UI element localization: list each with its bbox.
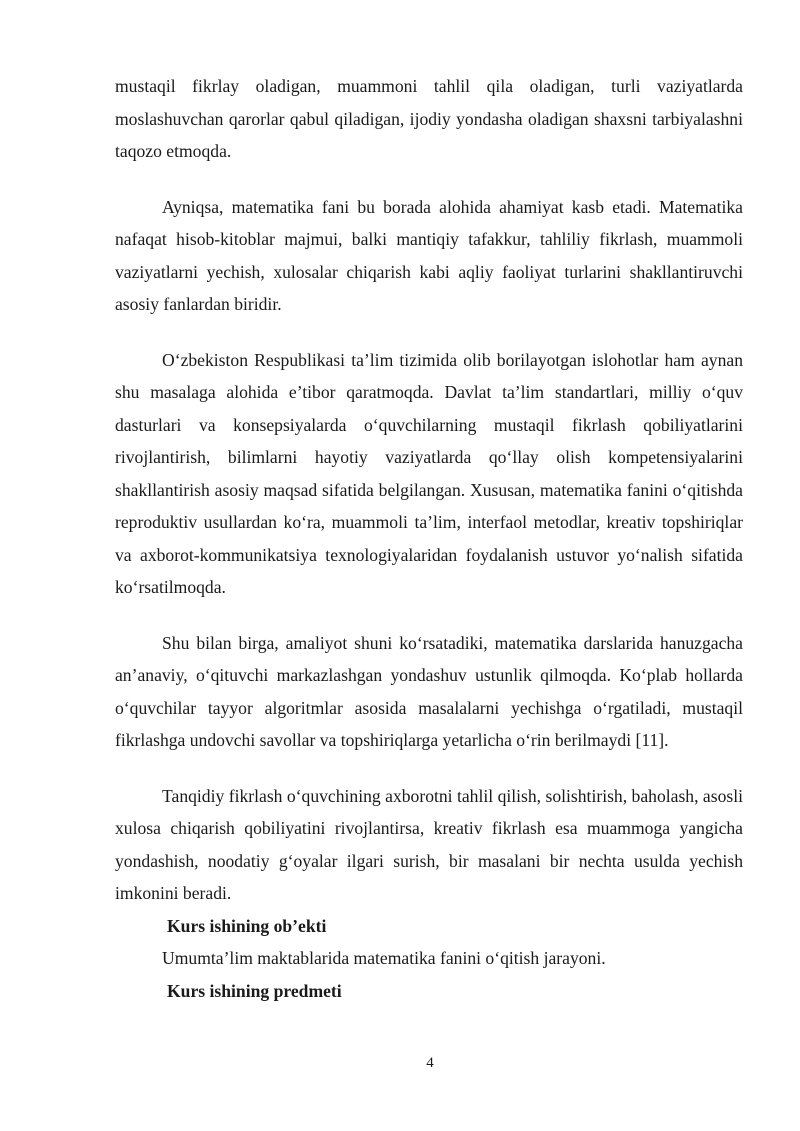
- paragraph-practice-observation: Shu bilan birga, amaliyot shuni ko‘rsatadiki, matematika darslarida hanuzgacha an’anaviy, o‘qituvchi markazlashgan yondashuv ustunlik qilmoqda. Ko‘plab hollarda o‘quvchilar tayyor algoritmlar asosida masalalarni yechishga o‘rgatiladi, mustaqil fikrlashga undovchi savollar va topshiriqlarga yetarlicha o‘rin berilmaydi [11].: [115, 632, 743, 750]
- page-number: 4: [426, 1055, 434, 1071]
- subject-heading: Kurs ishining predmeti: [167, 980, 342, 1001]
- document-page: [115, 70, 743, 1007]
- paragraph-mathematics-importance: Ayniqsa, matematika fani bu borada alohida ahamiyat kasb etadi. Matematika nafaqat hisob-kitoblar majmui, balki mantiqiy tafakkur, tahliliy fikrlash, muammoli vaziyatlarni yechish, xulosalar chiqarish kabi aqliy faoliyat turlarini shakllantiruvchi asosiy fanlardan biridir.: [115, 196, 743, 314]
- paragraph-continuation: mustaqil fikrlay oladigan, muammoni tahlil qila oladigan, turli vaziyatlarda moslashuvchan qarorlar qabul qiladigan, ijodiy yondasha oladigan shaxsni tarbiyalashni taqozo etmoqda.: [115, 76, 743, 161]
- object-text: Umumta’lim maktablarida matematika fanini o‘qitish jarayoni.: [162, 948, 606, 968]
- object-heading: Kurs ishining ob’ekti: [167, 915, 327, 936]
- paragraph-education-reforms: O‘zbekiston Respublikasi ta’lim tizimida olib borilayotgan islohotlar ham aynan shu masalaga alohida e’tibor qaratmoqda. Davlat ta’lim standartlari, milliy o‘quv dasturlari va konsepsiyalarda o‘quvchilarning mustaqil fikrlash qobiliyatlarini rivojlantirish, bilimlarni hayotiy vaziyatlarda qo‘llay olish kompetensiyalarini shakllantirish asosiy maqsad sifatida belgilangan. Xususan, matematika fanini o‘qitishda reproduktiv usullardan ko‘ra, muammoli ta’lim, interfaol metodlar, kreativ topshiriqlar va axborot-kommunikatsiya texnologiyalaridan foydalanish ustuvor yo‘nalish sifatida ko‘rsatilmoqda.: [115, 349, 743, 597]
- paragraph-critical-thinking: Tanqidiy fikrlash o‘quvchining axborotni tahlil qilish, solishtirish, baholash, asosli xulosa chiqarish qobiliyatini rivojlantirsa, kreativ fikrlash esa muammoga yangicha yondashish, noodatiy g‘oyalar ilgari surish, bir masalani bir nechta usulda yechish imkonini beradi.: [115, 785, 743, 903]
